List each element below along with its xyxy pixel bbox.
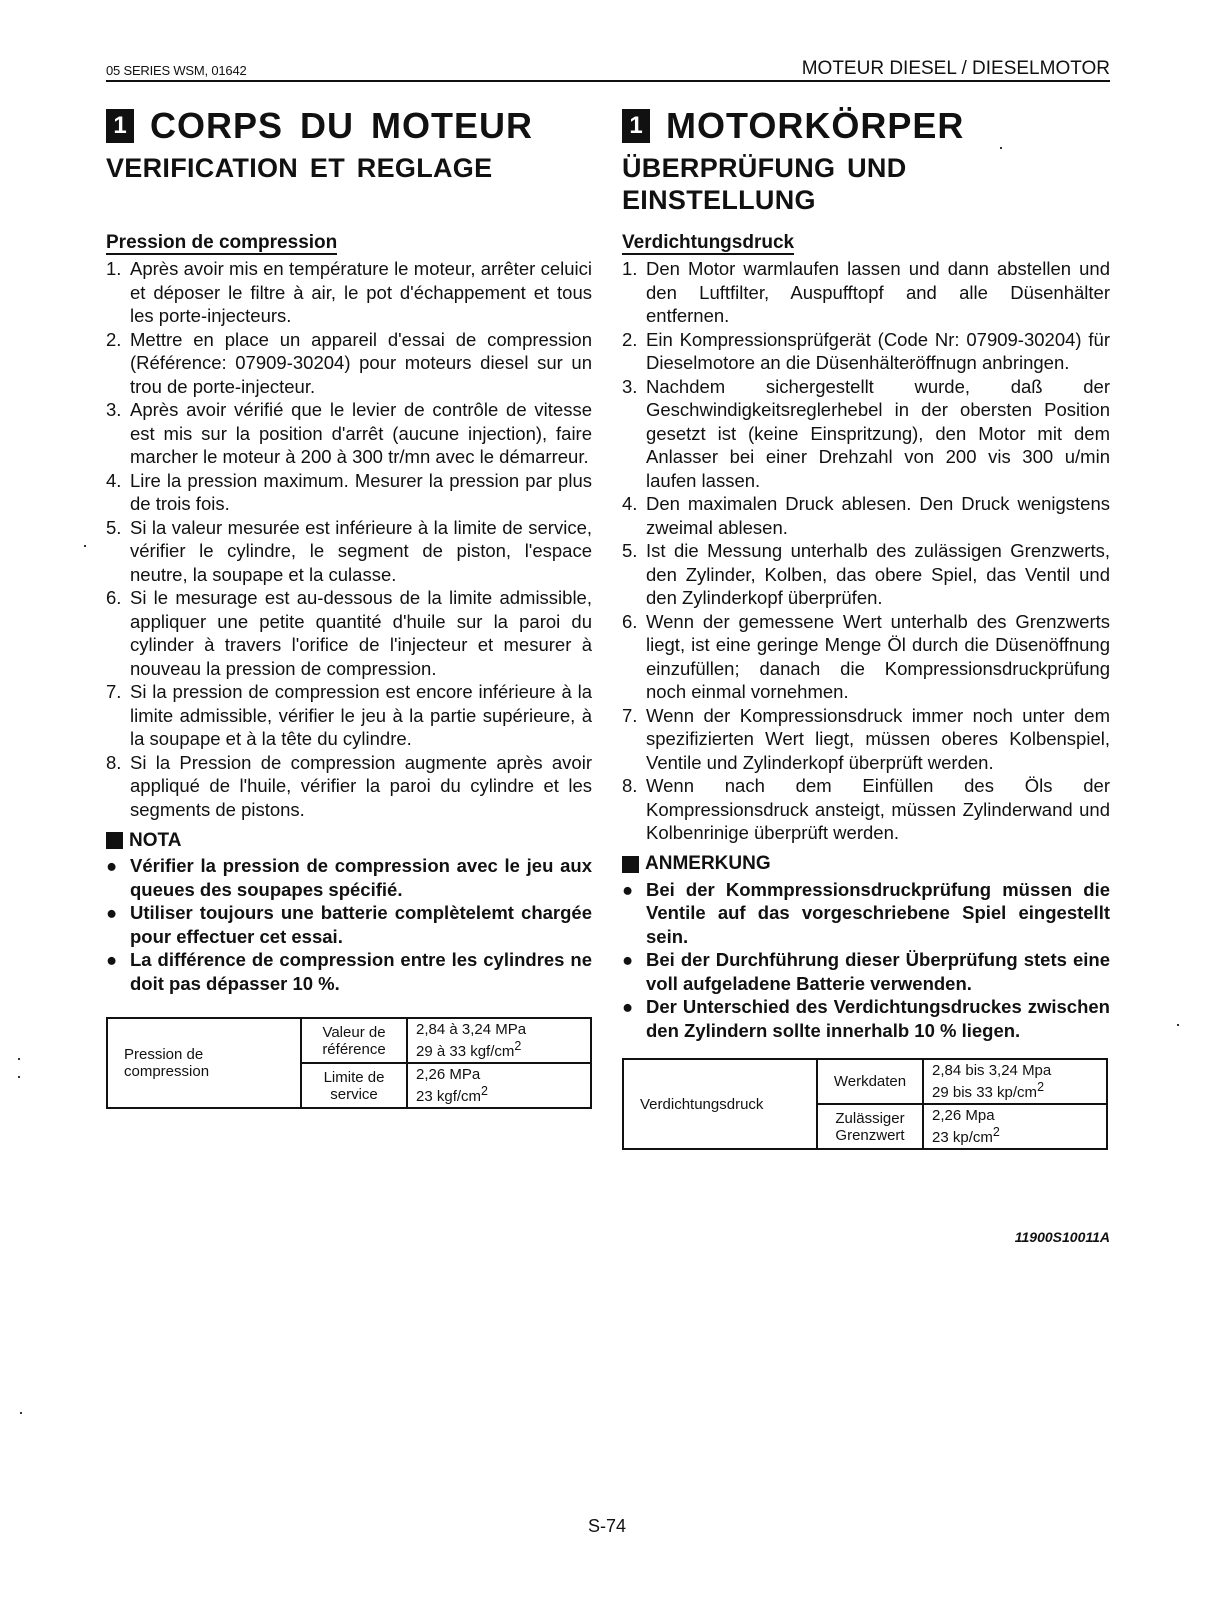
step-item: 5. Si la valeur mesurée est inférieure à la limite de service, vérifier le cylindre, le segment de piston, l'espace neutre, la soupape et la culasse. — [106, 516, 592, 585]
section-heading-de — [622, 104, 1110, 148]
page-number: S-74 — [588, 1516, 627, 1536]
spec-row-value: 2,26 Mpa 23 $kp/cm^2$ — [923, 1104, 1107, 1149]
step-item: 7. Si la pression de compression est encore inférieure à la limite admissible, vérifier le jeu à la partie supérieure, à la soupape et à la tête du cylindre. — [106, 681, 592, 749]
note-item: ● Der Unterschied des Verdichtungsdruckes zwischen den Zylindern sollte innerhalb 10 % liegen. — [622, 996, 1110, 1041]
subheading-fr: Pression de compression — [106, 232, 338, 253]
note-item: ● Bei der Kommpressionsdruckprüfung müssen die Ventile auf das vorgeschriebene Spiel eingestellt sein. — [622, 878, 1110, 947]
step-item: 4. Lire la pression maximum. Mesurer la pression par plus de trois fois. — [106, 469, 592, 514]
reference-code: 11900S10011A — [1014, 1229, 1110, 1245]
notes-list-de — [622, 878, 1110, 1043]
french-column — [106, 104, 592, 1109]
spec-label: Pression de compression — [107, 1018, 301, 1108]
spec-label: Verdichtungsdruck — [623, 1059, 817, 1149]
note-square-icon — [106, 832, 123, 849]
step-item: 6. Si le mesurage est au-dessous de la limite admissible, appliquer une petite quantité d'huile sur la paroi du cylinder à travers l'orifice de l'injecteur et mesurer à nouveau la pression de compression. — [106, 587, 592, 679]
step-item: 1. Après avoir mis en température le moteur, arrêter celuici et déposer le filtre à air, le pot d'échappement et tous les porte-injecteurs. — [106, 258, 592, 326]
note-heading-de: ANMERKUNG — [622, 853, 1110, 876]
step-item: 1. Den Motor warmlaufen lassen und dann abstellen und den Luftfilter, Auspufftopf and alle Düsenhälter entfernen. — [622, 258, 1110, 326]
step-item: 3. Après avoir vérifié que le levier de contrôle de vitesse est mis sur la position d'arrêt (aucune injection), faire marcher le moteur à 200 à 300 tr/mn avec le démarreur. — [106, 399, 592, 467]
note-heading-fr: NOTA — [106, 829, 592, 852]
scan-speck — [18, 1076, 20, 1078]
section-title-fr: CORPS DU MOTEUR — [150, 105, 534, 146]
german-column — [622, 104, 1110, 1150]
section-number-badge: 1 — [106, 109, 134, 143]
section-subtitle-de: ÜBERPRÜFUNG UND EINSTELLUNG — [622, 153, 907, 215]
step-item: 8. Si la Pression de compression augmente après avoir appliqué de l'huile, vérifier la paroi du cylindre et les segments de pistons. — [106, 751, 592, 820]
step-item: 5. Ist die Messung unterhalb des zulässigen Grenzwerts, den Zylinder, Kolben, das obere Spiel, das Ventil und den Zylinderkopf überprüfen. — [622, 540, 1110, 608]
step-item: 2. Mettre en place un appareil d'essai de compression (Référence: 07909-30204) pour moteurs diesel sur un trou de porte-injecteur. — [106, 328, 592, 397]
note-square-icon — [622, 856, 639, 873]
spec-row-name: Zulässiger Grenzwert — [817, 1104, 923, 1149]
scan-speck — [84, 545, 86, 547]
spec-table-de — [622, 1058, 1108, 1150]
note-item: ● Utiliser toujours une batterie complètelemt chargée pour effectuer cet essai. — [106, 902, 592, 947]
spec-row-value: 2,84 bis 3,24 Mpa 29 bis 33 $kp/cm^2$ — [923, 1059, 1107, 1104]
header-chapter-title: MOTEUR DIESEL / DIESELMOTOR — [801, 58, 1110, 79]
step-item: 8. Wenn nach dem Einfüllen des Öls der Kompressionsdruck ansteigt, müssen Zylinderwand und Kolbenrinige überprüft werden. — [622, 775, 1110, 843]
step-item: 6. Wenn der gemessene Wert unterhalb des Grenzwerts liegt, ist eine geringe Menge Öl durch die Düsenöffnung einzufüllen; danach die Kompressionsdruckprüfung noch einmal vornehmen. — [622, 610, 1110, 702]
section-subtitle-fr: VERIFICATION ET REGLAGE — [106, 153, 493, 183]
section-number-badge: 1 — [622, 109, 650, 143]
step-item: 7. Wenn der Kompressionsdruck immer noch unter dem spezifizierten Wert liegt, müssen oberes Kolbenspiel, Ventile und Zylinderkopf überprüft werden. — [622, 704, 1110, 773]
spec-row-name: Werkdaten — [817, 1059, 923, 1104]
step-item: 2. Ein Kompressionsprüfgerät (Code Nr: 07909-30204) für Dieselmotore an die Düsenhälteröffnugn anbringen. — [622, 328, 1110, 373]
spec-row-name: Limite de service — [301, 1063, 407, 1108]
spec-table-fr — [106, 1017, 592, 1109]
spec-row-value: 2,84 à 3,24 MPa 29 à 33 kgf/$cm^2$ — [407, 1018, 591, 1063]
note-item: ● Bei der Durchführung dieser Überprüfung stets eine voll aufgeladene Batterie verwenden. — [622, 949, 1110, 994]
scan-speck — [1000, 147, 1002, 149]
spec-row-name: Valeur de référence — [301, 1018, 407, 1063]
header-doc-ref: 05 SERIES WSM, 01642 — [106, 63, 247, 78]
scan-speck — [1177, 1024, 1179, 1026]
steps-list-fr — [106, 257, 592, 821]
step-item: 3. Nachdem sichergestellt wurde, daß der Geschwindigkeitsreglerhebel in der obersten Position gesetzt ist (keine Einspritzung), den Motor mit dem Anlasser bei einer Drehzahl von 200 vis 300 u/min laufen lassen. — [622, 375, 1110, 491]
note-item: ● Vérifier la pression de compression avec le jeu aux queues des soupapes spécifié. — [106, 855, 592, 900]
scan-speck — [18, 1058, 20, 1060]
page-header — [106, 56, 1110, 82]
scan-speck — [20, 1412, 22, 1414]
notes-list-fr — [106, 854, 592, 995]
section-heading-fr — [106, 104, 592, 148]
section-title-de: MOTORKÖRPER — [666, 105, 965, 146]
steps-list-de — [622, 257, 1110, 845]
spec-row-value: 2,26 MPa 23 kgf/$cm^2$ — [407, 1063, 591, 1108]
note-item: ● La différence de compression entre les cylindres ne doit pas dépasser 10 %. — [106, 949, 592, 994]
step-item: 4. Den maximalen Druck ablesen. Den Druck wenigstens zweimal ablesen. — [622, 493, 1110, 538]
subheading-de: Verdichtungsdruck — [622, 232, 795, 253]
